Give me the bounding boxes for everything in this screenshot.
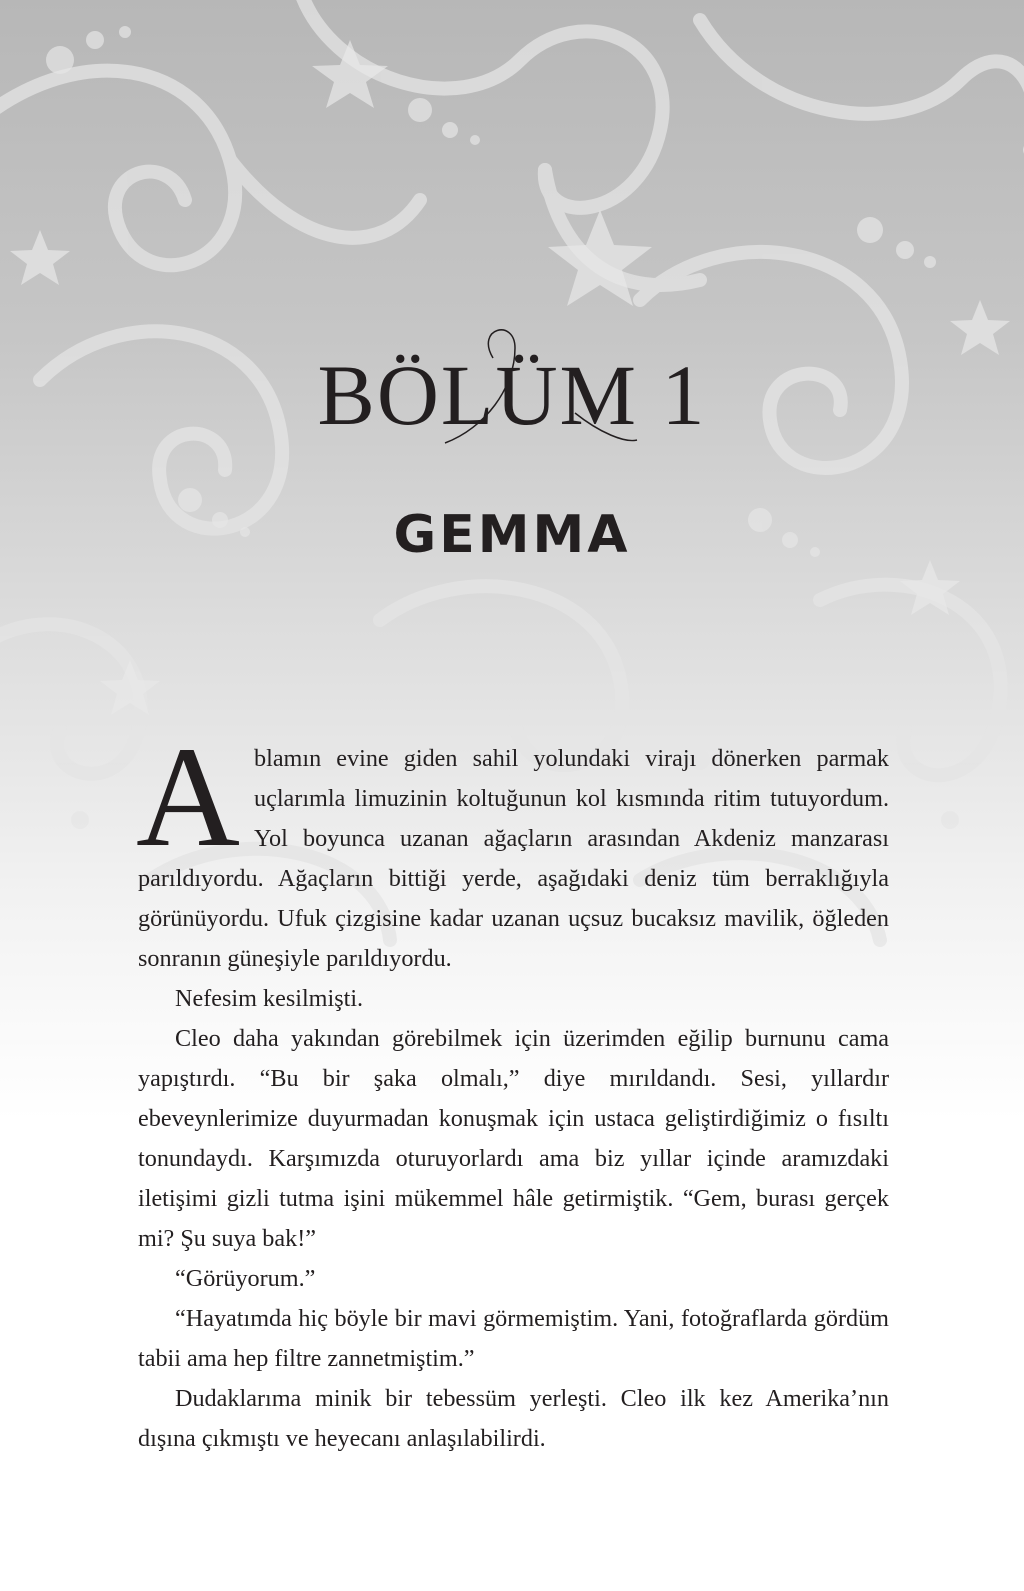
paragraph: “Görüyorum.” xyxy=(175,1265,316,1292)
chapter-title: GEMMA xyxy=(393,505,631,565)
paragraph: “Hayatımda hiç böyle bir mavi görmemiştim. Yani, fotoğraflarda gördüm tabii ama hep filtre zannetmiştim.” xyxy=(138,1305,889,1372)
paragraph: Nefesim kesilmişti. xyxy=(175,985,364,1012)
paragraph: Dudaklarıma minik bir tebessüm yerleşti. Cleo ilk kez Amerika’nın dışına çıkmıştı ve heyecanı anlaşılabilirdi. xyxy=(138,1385,889,1452)
opening-paragraph xyxy=(136,718,889,979)
chapter-body xyxy=(136,718,889,1459)
chapter-heading: BÖLÜM 1 xyxy=(317,347,707,443)
drop-cap: A xyxy=(136,718,240,877)
paragraph: Cleo daha yakından görebilmek için üzerimden eğilip burnunu cama yapıştırdı. “Bu bir şaka olmalı,” diye mırıldandı. Sesi, yıllardır ebeveynlerimize duyurmadan konuşmak için ustaca geliştirdiğimiz o fısıltı tonundaydı. Karşımızda oturuyorlardı ama biz yıllar içinde aramızdaki iletişimi gizli tutma işini mükemmel hâle getirmiştik. “Gem, burası gerçek mi? Şu suya bak!” xyxy=(138,1025,889,1252)
paragraph-text: blamın evine giden sahil yolundaki virajı dönerken parmak uçlarımla limuzinin koltuğunun kol kısmında ritim tutuyordum. Yol boyunca uzanan ağaçların arasından Akdeniz manzarası parıldıyordu. Ağaçların bittiği yerde, aşağıdaki deniz tüm berraklığıyla görünüyordu. Ufuk çizgisine kadar uzanan uçsuz bucaksız mavilik, öğleden sonranın güneşiyle parıldıyordu. xyxy=(138,745,889,972)
